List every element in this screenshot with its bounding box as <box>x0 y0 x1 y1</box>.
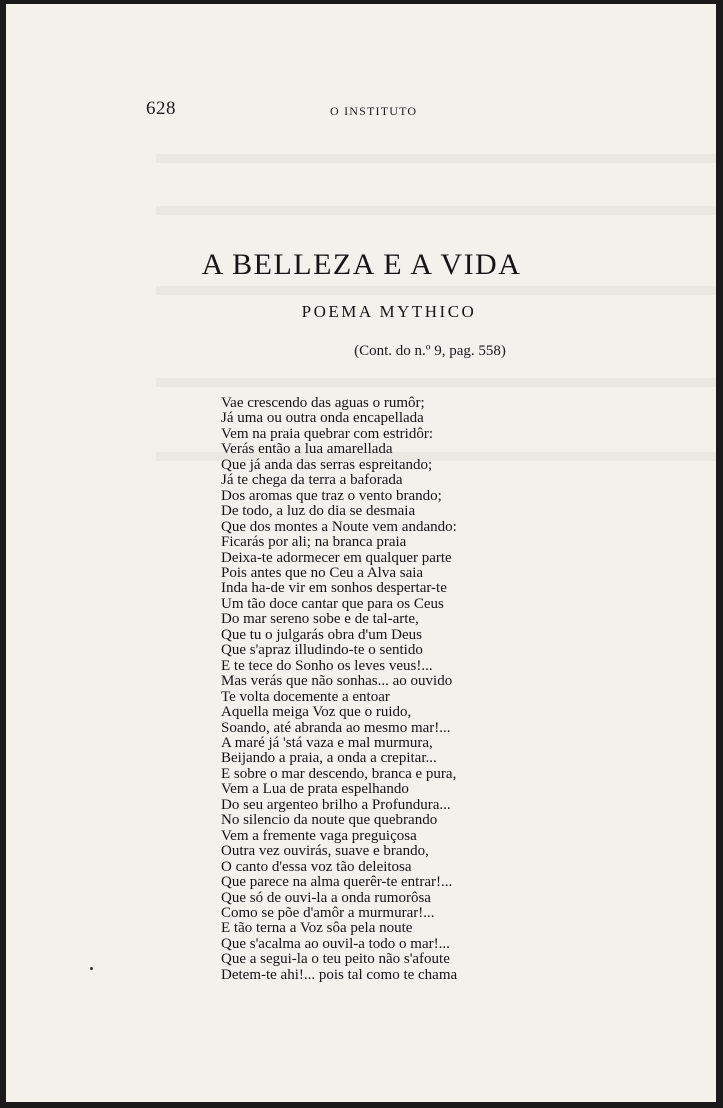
bleed-through-text <box>156 206 716 215</box>
poem-line: Pois antes que no Ceu a Alva saia <box>221 564 424 581</box>
poem-line: Vem a fremente vaga preguiçosa <box>221 827 417 844</box>
poem-line: De todo, a luz do dia se desmaia <box>221 503 416 520</box>
poem-line: E te tece do Sonho os leves veus!... <box>221 657 433 674</box>
poem-line: Vem na praia quebrar com estridôr: <box>221 425 433 442</box>
bleed-through-text <box>156 154 716 163</box>
poem-line: O canto d'essa voz tão deleitosa <box>221 858 412 875</box>
poem-line: Soando, até abranda ao mesmo mar!... <box>221 719 451 736</box>
poem-line: Um tão doce cantar que para os Ceus <box>221 595 444 612</box>
poem-line: Que parece na alma querêr-te entrar!... <box>221 874 453 891</box>
poem-line: Te volta docemente a entoar <box>221 688 390 705</box>
poem-line: Que dos montes a Noute vem andando: <box>221 518 457 535</box>
bleed-through-text <box>156 286 716 295</box>
poem-body <box>221 396 521 983</box>
poem-line: Que s'apraz illudindo-te o sentido <box>221 642 423 659</box>
poem-line: Ficarás por ali; na branca praia <box>221 534 407 551</box>
poem-line: Verás então a lua amarellada <box>221 441 393 458</box>
running-head: O INSTITUTO <box>330 104 418 118</box>
page-number: 628 <box>146 98 176 119</box>
poem-title: A BELLEZA E A VIDA <box>201 248 522 281</box>
poem-line: Que s'acalma ao ouvil-a todo o mar!... <box>221 935 450 952</box>
poem-line: Que tu o julgarás obra d'um Deus <box>221 626 422 643</box>
poem-line: Vae crescendo das aguas o rumôr; <box>221 395 425 411</box>
poem-line: E sobre o mar descendo, branca e pura, <box>221 765 457 782</box>
speck <box>90 967 93 970</box>
poem-line: Inda ha-de vir em sonhos despertar-te <box>221 580 447 597</box>
poem-line: Aquella meiga Voz que o ruido, <box>221 704 412 721</box>
poem-line: Detem-te ahi!... pois tal como te chama <box>221 966 458 983</box>
poem-line: Já uma ou outra onda encapellada <box>221 410 424 427</box>
poem-line: Do seu argenteo brilho a Profundura... <box>221 796 451 813</box>
poem-line: Que a segui-la o teu peito não s'afoute <box>221 951 450 968</box>
poem-line: Outra vez ouvirás, suave e brando, <box>221 843 429 860</box>
poem-line: No silencio da noute que quebrando <box>221 812 438 829</box>
poem-subtitle: POEMA MYTHICO <box>301 302 477 321</box>
poem-line: E tão terna a Voz sôa pela noute <box>221 920 413 937</box>
poem-line: Deixa-te adormecer em qualquer parte <box>221 549 452 566</box>
bleed-through-text <box>156 378 716 387</box>
poem-line: A maré já 'stá vaza e mal murmura, <box>221 734 433 751</box>
continuation-note: (Cont. do n.º 9, pag. 558) <box>354 343 506 359</box>
poem-line: Como se põe d'amôr a murmurar!... <box>221 904 435 921</box>
poem-line: Que já anda das serras espreitando; <box>221 456 433 473</box>
poem-line: Que só de ouvi-la a onda rumorôsa <box>221 889 431 906</box>
poem-line: Beijando a praia, a onda a crepitar... <box>221 750 437 767</box>
poem-line: Vem a Lua de prata espelhando <box>221 781 409 798</box>
poem-line: Do mar sereno sobe e de tal-arte, <box>221 611 419 628</box>
poem-line: Já te chega da terra a baforada <box>221 472 403 489</box>
poem-line: Mas verás que não sonhas... ao ouvido <box>221 673 453 690</box>
poem-line: Dos aromas que traz o vento brando; <box>221 487 442 504</box>
